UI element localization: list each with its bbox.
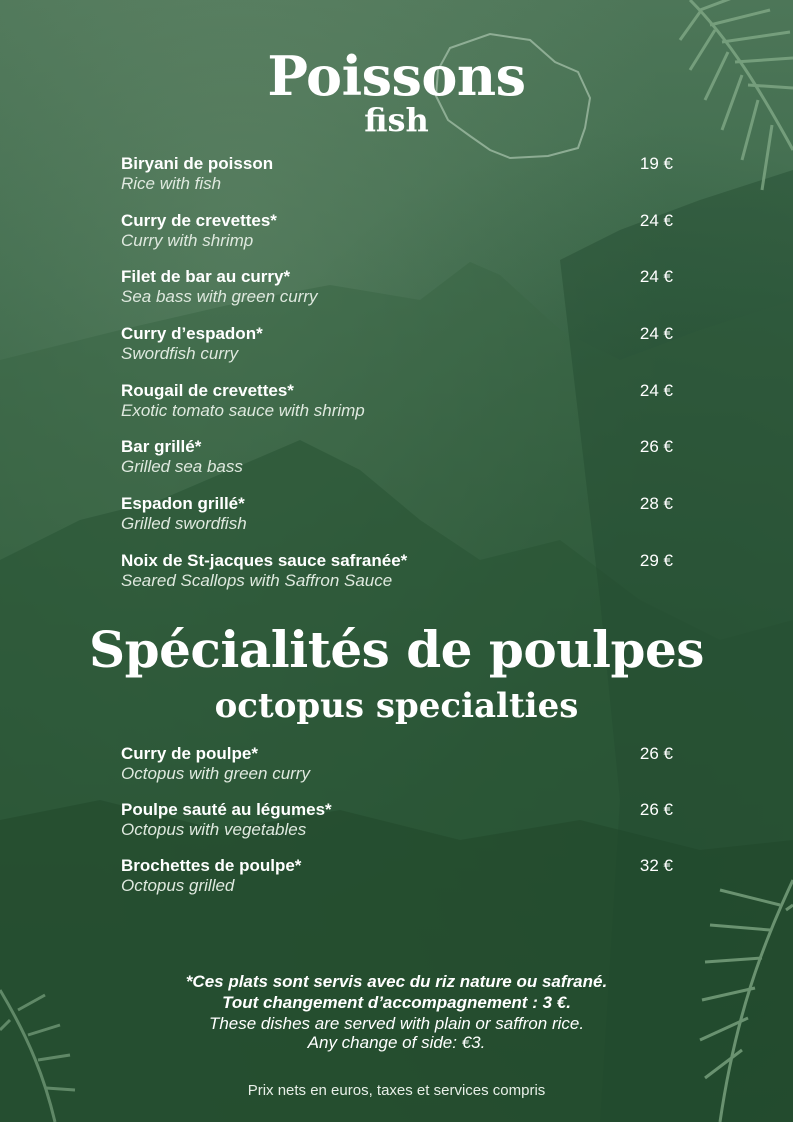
- menu-item: [121, 267, 673, 311]
- section-title-octopus: Spécialités de poulpes: [89, 620, 704, 679]
- item-price: 26 €: [639, 800, 673, 819]
- item-description: Exotic tomato sauce with shrimp: [121, 400, 365, 420]
- item-name: Curry d’espadon*: [121, 324, 263, 344]
- menu-item: [121, 381, 673, 425]
- item-name: Curry de poulpe*: [121, 744, 258, 763]
- menu-item: [121, 494, 673, 538]
- item-description: Octopus grilled: [121, 876, 235, 895]
- section-subtitle-fish: fish: [364, 101, 429, 139]
- item-price: 26 €: [639, 437, 673, 457]
- item-name: Noix de St-jacques sauce safranée*: [121, 550, 408, 570]
- item-name: Brochettes de poulpe*: [121, 856, 302, 875]
- item-description: Seared Scallops with Saffron Sauce: [121, 570, 393, 590]
- item-name: Poulpe sauté au légumes*: [121, 800, 332, 819]
- item-price: 24 €: [639, 380, 673, 400]
- item-price: 24 €: [639, 267, 673, 287]
- item-price: 26 €: [639, 744, 673, 763]
- menu-item: [121, 551, 673, 595]
- menu-item: [121, 211, 673, 255]
- section-title-fish: Poissons: [267, 44, 526, 108]
- menu-item: [121, 856, 673, 900]
- menu-item: [121, 800, 673, 844]
- item-description: Grilled sea bass: [121, 457, 243, 477]
- item-name: Biryani de poisson: [121, 154, 274, 173]
- menu-item: [121, 437, 673, 481]
- item-price: 32 €: [639, 856, 673, 875]
- item-description: Grilled swordfish: [121, 514, 247, 534]
- side-note-en-2: Any change of side: €3.: [307, 1033, 486, 1052]
- side-note-fr-2: Tout changement d’accompagnement : 3 €.: [222, 993, 571, 1012]
- menu-item: [121, 324, 673, 368]
- item-price: 24 €: [639, 210, 673, 230]
- item-price: 24 €: [639, 324, 673, 344]
- item-name: Bar grillé*: [121, 437, 202, 457]
- item-name: Filet de bar au curry*: [121, 267, 291, 287]
- item-name: Espadon grillé*: [121, 494, 245, 514]
- item-description: Swordfish curry: [121, 344, 239, 364]
- fish-menu-list: [121, 154, 673, 608]
- item-price: 28 €: [639, 494, 673, 514]
- menu-item: [121, 154, 673, 198]
- price-footer: Prix nets en euros, taxes et services compris: [247, 1082, 546, 1099]
- side-note-fr-1: *Ces plats sont servis avec du riz nature ou safrané.: [185, 972, 608, 991]
- item-price: 19 €: [639, 154, 673, 173]
- octopus-menu-list: [121, 744, 673, 912]
- side-note-en-1: These dishes are served with plain or saffron rice.: [208, 1014, 585, 1033]
- item-description: Sea bass with green curry: [121, 287, 318, 307]
- section-subtitle-octopus: octopus specialties: [214, 686, 579, 726]
- item-description: Octopus with green curry: [121, 764, 310, 783]
- item-description: Curry with shrimp: [121, 230, 254, 250]
- item-name: Curry de crevettes*: [121, 210, 277, 230]
- item-name: Rougail de crevettes*: [121, 380, 294, 400]
- menu-item: [121, 744, 673, 788]
- item-description: Rice with fish: [121, 174, 222, 193]
- item-price: 29 €: [639, 550, 673, 570]
- item-description: Octopus with vegetables: [121, 820, 307, 839]
